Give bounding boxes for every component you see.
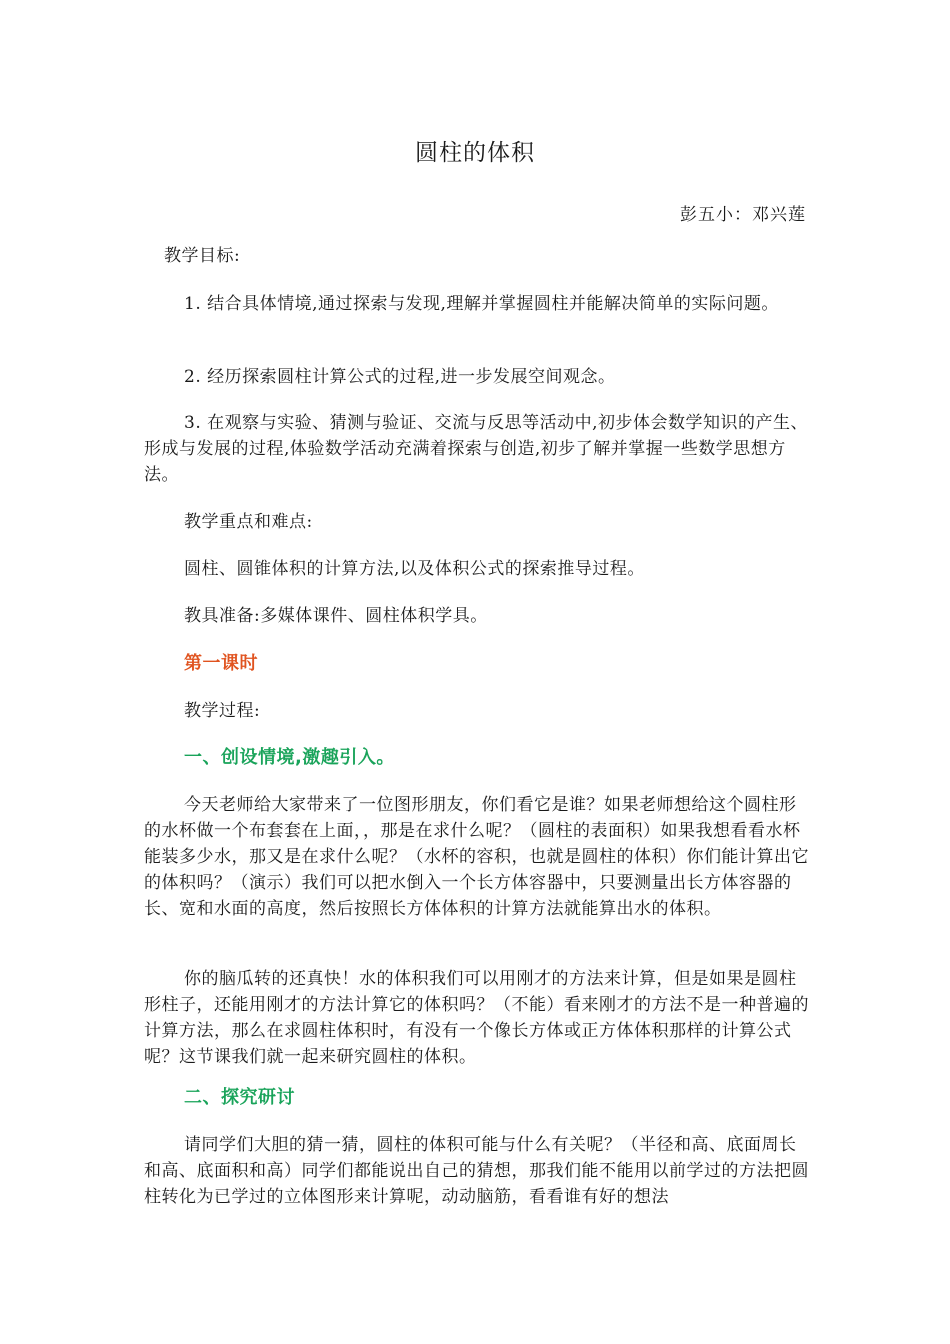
objective-item: 1. 结合具体情境,通过探索与发现,理解并掌握圆柱并能解决简单的实际问题。 xyxy=(184,294,779,314)
section1-paragraph: 你的脑瓜转的还真快！水的体积我们可以用刚才的方法来计算，但是如果是圆柱形柱子，还能用刚才的方法计算它的体积吗？（不能）看来刚才的方法不是一种普遍的计算方法，那么在求圆柱体积时，有没有一个像长方体或正方体体积那样的计算公式呢？这节课我们就一起来研究圆柱的体积。 xyxy=(144,969,809,1067)
materials-text: 教具准备:多媒体课件、圆柱体积学具。 xyxy=(184,606,488,626)
key-points-text: 圆柱、圆锥体积的计算方法,以及体积公式的探索推导过程。 xyxy=(184,559,645,579)
objectives-label: 教学目标: xyxy=(164,246,241,266)
key-points-label: 教学重点和难点: xyxy=(184,512,313,532)
process-label: 教学过程: xyxy=(184,701,261,721)
section1-paragraph: 今天老师给大家带来了一位图形朋友，你们看它是谁？如果老师想给这个圆柱形的水杯做一个布套套在上面，，那是在求什么呢？（圆柱的表面积）如果我想看看水杯能装多少水，那又是在求什么呢？（水杯的容积，也就是圆柱的体积）你们能计算出它的体积吗？（演示）我们可以把水倒入一个长方体容器中，只要测量出长方体容器的长、宽和水面的高度，然后按照长方体体积的计算方法就能算出水的体积。 xyxy=(144,795,809,919)
objective-item: 3. 在观察与实验、猜测与验证、交流与反思等活动中,初步体会数学知识的产生、形成与发展的过程,体验数学活动充满着探索与创造,初步了解并掌握一些数学思想方法。 xyxy=(144,413,809,485)
lesson-heading: 第一课时 xyxy=(184,653,258,674)
section2-paragraph: 请同学们大胆的猜一猜，圆柱的体积可能与什么有关呢？（半径和高、底面周长和高、底面积和高）同学们都能说出自己的猜想，那我们能不能用以前学过的方法把圆柱转化为已学过的立体图形来计算呢，动动脑筋，看看谁有好的想法 xyxy=(144,1135,809,1207)
objective-item: 2. 经历探索圆柱计算公式的过程,进一步发展空间观念。 xyxy=(184,367,616,387)
section-heading-2: 二、探究研讨 xyxy=(184,1087,295,1108)
document-title: 圆柱的体积 xyxy=(415,140,535,166)
author-line: 彭五小：邓兴莲 xyxy=(680,205,806,225)
section-heading-1: 一、创设情境,激趣引入。 xyxy=(184,747,395,768)
